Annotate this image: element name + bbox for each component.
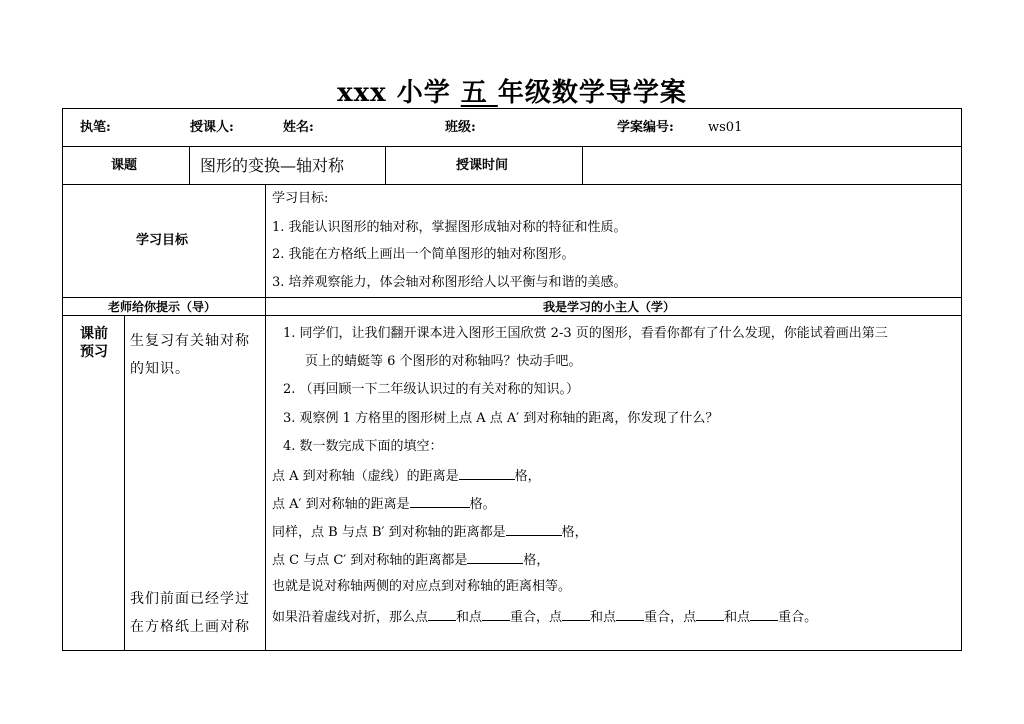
answer-blank[interactable] — [750, 608, 778, 621]
answer-blank[interactable] — [459, 467, 515, 480]
answer-blank[interactable] — [696, 608, 724, 621]
case-number-value: ws01 — [708, 120, 743, 135]
answer-blank[interactable] — [562, 608, 590, 621]
teacher-hint-line: 我们前面已经学过 — [130, 591, 250, 607]
answer-blank[interactable] — [616, 608, 644, 621]
answer-blank[interactable] — [506, 523, 562, 536]
preview-label: 课前 — [80, 326, 108, 342]
fill-in-line: 点 C 与点 C′ 到对称轴的距离都是 格， — [272, 553, 550, 568]
topic-label: 课题 — [111, 158, 138, 173]
answer-blank[interactable] — [410, 495, 470, 508]
goals-label: 学习目标 — [136, 233, 189, 248]
answer-blank[interactable] — [482, 608, 510, 621]
goal-item: 2. 我能在方格纸上画出一个简单图形的轴对称图形。 — [272, 247, 575, 262]
preview-item: 2. （再回顾一下二年级认识过的有关对称的知识。） — [283, 382, 580, 397]
fill-in-line: 同样，点 B 与点 B′ 到对称轴的距离都是 格， — [272, 525, 588, 540]
fill-in-line: 点 A 到对称轴（虚线）的距离是 格， — [272, 469, 541, 484]
teacher-column-header: 老师给你提示（导） — [108, 300, 217, 314]
case-number-label: 学案编号: — [617, 120, 674, 135]
title-prefix: xxx 小学 — [337, 78, 461, 108]
teacher-hint-line: 在方格纸上画对称 — [130, 619, 250, 635]
teacher-label: 授课人: — [190, 120, 234, 135]
author-label: 执笔: — [80, 120, 111, 135]
title-suffix: 年级数学导学案 — [497, 78, 687, 108]
preview-item: 1. 同学们，让我们翻开课本进入图形王国欣赏 2-3 页的图形，看看你都有了什么发现，你能试着画出第三 — [283, 326, 888, 341]
answer-blank[interactable] — [467, 551, 523, 564]
topic-value: 图形的变换—轴对称 — [200, 156, 345, 175]
preview-item: 页上的蜻蜓等 6 个图形的对称轴吗？快动手吧。 — [305, 354, 582, 369]
preview-item: 也就是说对称轴两侧的对应点到对称轴的距离相等。 — [272, 579, 572, 594]
class-label: 班级: — [445, 120, 476, 135]
teacher-hint-line: 的知识。 — [130, 361, 190, 377]
teacher-hint-line: 生复习有关轴对称 — [130, 333, 250, 349]
goal-item: 3. 培养观察能力，体会轴对称图形给人以平衡与和谐的美感。 — [272, 275, 627, 290]
document-title — [0, 72, 1024, 109]
student-name-label: 姓名: — [283, 120, 314, 135]
preview-item: 3. 观察例 1 方格里的图形树上点 A 点 A′ 到对称轴的距离，你发现了什么？ — [283, 411, 719, 426]
goal-item: 1. 我能认识图形的轴对称，掌握图形成轴对称的特征和性质。 — [272, 220, 627, 235]
preview-label: 预习 — [80, 344, 108, 360]
answer-blank[interactable] — [428, 608, 456, 621]
student-column-header: 我是学习的小主人（学） — [543, 300, 676, 314]
preview-item: 4. 数一数完成下面的填空： — [283, 439, 443, 454]
title-grade: 五 — [460, 78, 498, 108]
lesson-time-label: 授课时间 — [456, 158, 509, 173]
fill-in-line: 点 A′ 到对称轴的距离是 格。 — [272, 497, 496, 512]
goals-heading: 学习目标: — [272, 191, 329, 206]
fill-in-line: 如果沿着虚线对折，那么点 和点 重合，点 和点 重合，点 和点 重合。 — [272, 610, 818, 625]
